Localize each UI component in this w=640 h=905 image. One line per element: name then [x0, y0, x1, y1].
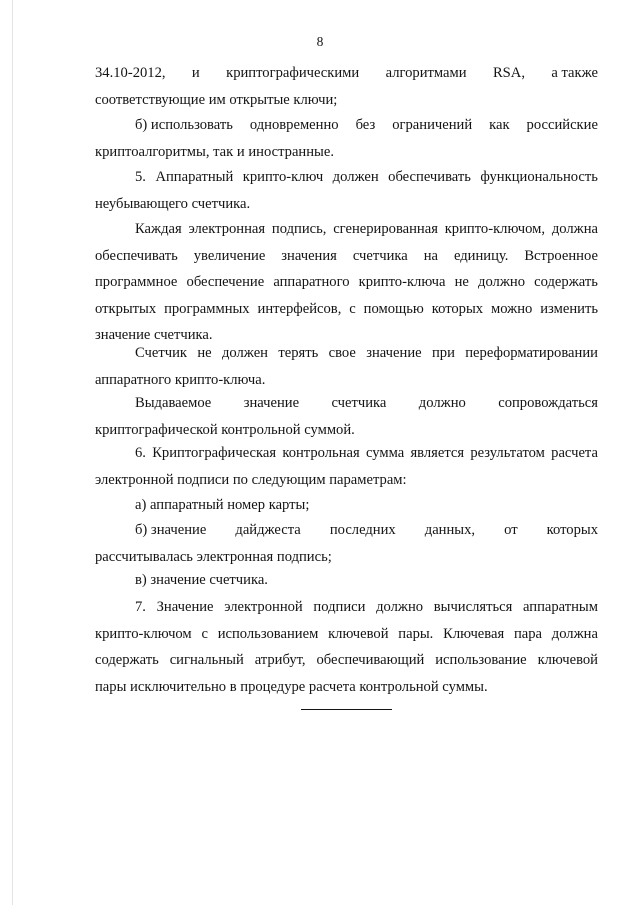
word: сумма: [365, 445, 405, 461]
word: значение: [366, 345, 422, 361]
word: б) использовать: [135, 117, 233, 133]
text-line: [95, 440, 598, 467]
word: значения: [281, 247, 337, 264]
paragraph: [95, 594, 598, 700]
word: Криптографическая: [152, 445, 277, 461]
word: расчета: [551, 445, 598, 461]
word: контрольная: [282, 445, 360, 461]
paragraph: [95, 440, 598, 493]
word: которых: [546, 522, 598, 538]
word: функциональность: [480, 169, 598, 185]
text-line: а) аппаратный номер карты;: [135, 497, 310, 513]
text-line: неубывающего счетчика.: [95, 195, 251, 212]
paragraph: [95, 390, 598, 443]
word: с: [349, 300, 356, 317]
word: с: [201, 625, 208, 642]
word: крипто-ключом: [95, 625, 192, 642]
word: свое: [328, 345, 356, 361]
word: подпись,: [271, 221, 327, 237]
word: увеличение: [193, 247, 266, 264]
word: открытых: [95, 300, 157, 317]
word: дайджеста: [235, 522, 301, 538]
word: сигнальный: [169, 652, 244, 669]
word: 7.: [135, 599, 146, 615]
word: обеспечивать: [388, 169, 471, 185]
word: Ключевая: [443, 625, 505, 642]
word: атрибут,: [254, 652, 306, 669]
word: должна: [551, 221, 598, 237]
word: результатом: [470, 445, 545, 461]
word: счетчика: [331, 395, 387, 411]
word: без: [355, 117, 376, 133]
word: криптографическими: [226, 65, 360, 81]
word: вычисляться: [433, 599, 513, 615]
paragraph: [95, 517, 598, 570]
text-line: [95, 517, 598, 544]
paragraph: [95, 492, 598, 519]
word: является: [410, 445, 465, 461]
text-line: [95, 296, 598, 323]
paragraph: [95, 567, 598, 594]
word: Аппаратный: [155, 169, 234, 185]
word: и: [191, 65, 200, 81]
word: пары.: [398, 625, 434, 642]
word: можно: [490, 300, 533, 317]
text-line: соответствующие им открытые ключи;: [95, 91, 338, 108]
word: использованием: [217, 625, 319, 642]
paragraph: [95, 164, 598, 217]
word: Каждая: [135, 221, 182, 237]
text-line: пары исключительно в процедуре расчета контрольной суммы.: [95, 678, 488, 695]
word: аппаратным: [522, 599, 598, 615]
word: счетчика: [352, 247, 408, 264]
word: должно: [376, 599, 424, 615]
text-line: [95, 340, 598, 367]
word: интерфейсов,: [257, 300, 342, 317]
paragraph: [95, 60, 598, 113]
text-line: электронной подписи по следующим параметрам:: [95, 471, 407, 488]
text-line: [95, 112, 598, 139]
text-line: аппаратного крипто-ключа.: [95, 371, 266, 388]
text-line: криптоалгоритмы, так и иностранные.: [95, 143, 334, 160]
text-line: в) значение счетчика.: [135, 572, 268, 588]
text-line: [95, 216, 598, 243]
word: российские: [526, 117, 598, 133]
word: программных: [164, 300, 250, 317]
word: должна: [551, 625, 598, 642]
word: на: [423, 247, 438, 264]
word: 34.10-2012,: [95, 65, 166, 81]
word: изменить: [540, 300, 598, 317]
word: ключевой: [537, 652, 598, 669]
text-line: [95, 390, 598, 417]
word: содержать: [95, 652, 159, 669]
word: крипто-ключ: [242, 169, 324, 185]
word: электронная: [188, 221, 266, 237]
word: помощью: [363, 300, 424, 317]
text-line: [95, 621, 598, 648]
word: алгоритмами: [385, 65, 467, 81]
word: терять: [278, 345, 319, 361]
word: а также: [551, 65, 598, 81]
word: при: [431, 345, 455, 361]
word: обеспечивающий: [316, 652, 425, 669]
word: данных,: [424, 522, 476, 538]
word: не: [454, 274, 469, 291]
word: значение: [243, 395, 300, 411]
word: должно: [418, 395, 466, 411]
text-line: [95, 243, 598, 270]
text-line: [95, 594, 598, 621]
word: обеспечивать: [95, 247, 178, 264]
word: от: [504, 522, 518, 538]
text-line: криптографической контрольной суммой.: [95, 421, 355, 438]
text-line: [95, 164, 598, 191]
text-line: [95, 269, 598, 296]
word: одновременно: [249, 117, 339, 133]
word: Счетчик: [135, 345, 187, 361]
word: сгенерированная: [333, 221, 438, 237]
word: Встроенное: [524, 247, 598, 264]
word: содержать: [534, 274, 598, 291]
word: крипто-ключом,: [444, 221, 546, 237]
word: Выдаваемое: [135, 395, 212, 411]
word: подписи: [313, 599, 366, 615]
word: сопровождаться: [498, 395, 598, 411]
text-line: рассчитывалась электронная подпись;: [95, 548, 332, 565]
word: 6.: [135, 445, 146, 461]
paragraph: [95, 216, 598, 349]
word: ограничений: [392, 117, 473, 133]
word: RSA,: [492, 65, 525, 81]
word: должен: [332, 169, 379, 185]
text-line: значение счетчика.: [95, 327, 213, 344]
word: крипто-ключа: [358, 274, 446, 291]
word: обеспечение: [186, 274, 265, 291]
word: б) значение: [135, 522, 207, 538]
word: аппаратного: [273, 274, 350, 291]
word: электронной: [224, 599, 303, 615]
word: не: [197, 345, 212, 361]
word: использование: [435, 652, 527, 669]
word: пара: [513, 625, 542, 642]
paragraph: [95, 340, 598, 393]
scan-edge-line: [12, 0, 13, 905]
word: единицу.: [453, 247, 509, 264]
word: программное: [95, 274, 178, 291]
word: которых: [431, 300, 484, 317]
word: должен: [222, 345, 268, 361]
text-line: [95, 60, 598, 87]
paragraph: [95, 112, 598, 165]
word: Значение: [156, 599, 214, 615]
page-number: 8: [316, 34, 324, 49]
text-line: [95, 647, 598, 674]
end-of-text-rule: [301, 709, 392, 710]
word: должно: [478, 274, 526, 291]
word: 5.: [135, 169, 146, 185]
word: ключевой: [328, 625, 389, 642]
word: как: [489, 117, 510, 133]
word: переформатировании: [465, 345, 598, 361]
word: последних: [329, 522, 396, 538]
